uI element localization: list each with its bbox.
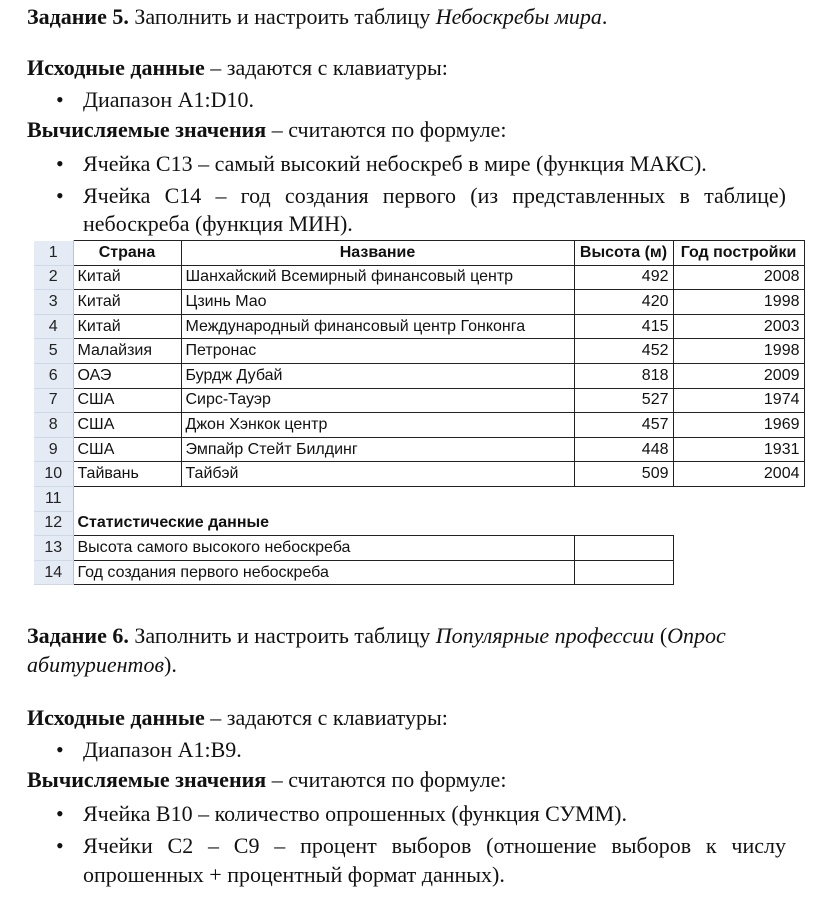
- stat-value-min-year: [574, 560, 673, 585]
- task5-calc-item-1-text: Ячейка С13 – самый высокий небоскреб в мире (функция МАКС).: [83, 151, 707, 176]
- row-number: 3: [34, 290, 73, 315]
- task5-input-text: – задаются с клавиатуры:: [204, 55, 448, 80]
- cell-height: 509: [574, 462, 673, 487]
- bullet-icon: •: [56, 183, 64, 208]
- task5-calc-text: – считаются по формуле:: [266, 117, 507, 142]
- cell-name: Эмпайр Стейт Билдинг: [181, 437, 574, 462]
- cell-height: 527: [574, 388, 673, 413]
- cell-year: 2009: [673, 363, 804, 388]
- table-row: [34, 339, 804, 364]
- task6-input-line: [27, 705, 448, 731]
- cell-name: Тайбэй: [181, 462, 574, 487]
- task5-input-label: Исходные данные: [27, 55, 205, 80]
- cell-name: Джон Хэнкок центр: [181, 413, 574, 438]
- cell-country: ОАЭ: [73, 363, 181, 388]
- table-row: [34, 314, 804, 339]
- task6-calc-item-2-text: Ячейки С2 – С9 – процент выборов (отношение выборов к числу: [83, 833, 786, 858]
- row-number: 12: [34, 511, 73, 536]
- header-country: Страна: [73, 241, 181, 266]
- header-name: Название: [181, 241, 574, 266]
- table-row: [34, 437, 804, 462]
- cell-country: Малайзия: [73, 339, 181, 364]
- stats-title-row: [34, 511, 804, 536]
- table-row: [34, 363, 804, 388]
- cell-height: 420: [574, 290, 673, 315]
- sheet-header-row: [34, 241, 804, 266]
- task5-input-item-text: Диапазон А1:D10.: [83, 87, 255, 112]
- stat-label-min-year: Год создания первого небоскреба: [73, 560, 574, 585]
- cell-year: 1974: [673, 388, 804, 413]
- task5-calc-label: Вычисляемые значения: [27, 117, 267, 142]
- cell-year: 1931: [673, 437, 804, 462]
- table-row: [34, 290, 804, 315]
- row-number: 10: [34, 462, 73, 487]
- cell-height: 415: [574, 314, 673, 339]
- cell-name: Международный финансовый центр Гонконга: [181, 314, 574, 339]
- task5-calc-line: [27, 117, 506, 143]
- cell-country: Китай: [73, 290, 181, 315]
- task6-heading: [27, 623, 726, 649]
- task6-calc-item-2-cont: опрошенных + процентный формат данных).: [83, 862, 505, 887]
- cell-country: Китай: [73, 314, 181, 339]
- row-number: 14: [34, 560, 73, 585]
- task5-end: .: [601, 4, 608, 29]
- task6-input-text: – задаются с клавиатуры:: [204, 705, 448, 730]
- task5-heading: [27, 4, 607, 30]
- header-height: Высота (м): [574, 241, 673, 266]
- task6-text: Заполнить и настроить таблицу: [128, 623, 436, 648]
- task6-input-item-text: Диапазон А1:В9.: [83, 737, 242, 762]
- bullet-icon: •: [56, 801, 64, 826]
- empty-cell: [673, 536, 804, 561]
- task6-subtitle-1: Опрос: [667, 623, 726, 648]
- table-row: [34, 265, 804, 290]
- row-number: 1: [34, 241, 73, 266]
- cell-country: США: [73, 437, 181, 462]
- task6-heading-cont: [27, 652, 177, 678]
- cell-name: Шанхайский Всемирный финансовый центр: [181, 265, 574, 290]
- row-number: 11: [34, 486, 73, 511]
- bullet-icon: •: [56, 151, 64, 176]
- row-number: 13: [34, 536, 73, 561]
- empty-cells: [574, 511, 804, 536]
- task6-calc-line: [27, 767, 506, 793]
- task6-calc-label: Вычисляемые значения: [27, 767, 267, 792]
- cell-height: 448: [574, 437, 673, 462]
- task5-calc-item-2-cont: небоскреба (функция МИН).: [83, 211, 353, 236]
- cell-country: США: [73, 413, 181, 438]
- row-number: 6: [34, 363, 73, 388]
- bullet-icon: •: [56, 833, 64, 858]
- cell-height: 452: [574, 339, 673, 364]
- cell-height: 457: [574, 413, 673, 438]
- cell-year: 1969: [673, 413, 804, 438]
- task6-title: Популярные профессии: [435, 623, 655, 648]
- bullet-icon: •: [56, 87, 64, 112]
- cell-country: США: [73, 388, 181, 413]
- stats-title: Статистические данные: [77, 514, 270, 532]
- stat-value-max-height: [574, 536, 673, 561]
- cell-name: Петронас: [181, 339, 574, 364]
- skyscrapers-sheet: [34, 240, 805, 585]
- task5-calc-item-2-text: Ячейка С14 – год создания первого (из представленных в таблице): [83, 183, 786, 208]
- task6-calc-item-1-text: Ячейка В10 – количество опрошенных (функция СУММ).: [83, 801, 627, 826]
- row-number: 4: [34, 314, 73, 339]
- stat-label-max-height: Высота самого высокого небоскреба: [73, 536, 574, 561]
- cell-year: 1998: [673, 290, 804, 315]
- header-year: Год постройки: [673, 241, 804, 266]
- task6-paren: (: [654, 623, 668, 648]
- stats-row: [34, 560, 804, 585]
- cell-height: 818: [574, 363, 673, 388]
- row-number: 7: [34, 388, 73, 413]
- row-number: 8: [34, 413, 73, 438]
- stats-row: [34, 536, 804, 561]
- task5-label: Задание 5.: [27, 4, 129, 29]
- table-row: [34, 388, 804, 413]
- cell-country: Китай: [73, 265, 181, 290]
- cell-name: Цзинь Мао: [181, 290, 574, 315]
- cell-year: 2008: [673, 265, 804, 290]
- task6-end: ).: [164, 652, 177, 677]
- cell-name: Сирс-Тауэр: [181, 388, 574, 413]
- task5-input-line: [27, 55, 448, 81]
- row-number: 2: [34, 265, 73, 290]
- cell-year: 2003: [673, 314, 804, 339]
- task5-text: Заполнить и настроить таблицу: [128, 4, 436, 29]
- cell-name: Бурдж Дубай: [181, 363, 574, 388]
- task6-label: Задание 6.: [27, 623, 129, 648]
- cell-year: 1998: [673, 339, 804, 364]
- cell-year: 2004: [673, 462, 804, 487]
- table-row: [34, 462, 804, 487]
- task6-input-label: Исходные данные: [27, 705, 205, 730]
- empty-cells: [73, 486, 804, 511]
- cell-country: Тайвань: [73, 462, 181, 487]
- cell-height: 492: [574, 265, 673, 290]
- task6-subtitle-2: абитуриентов: [27, 652, 164, 677]
- row-number: 9: [34, 437, 73, 462]
- empty-cell: [673, 560, 804, 585]
- task6-calc-text: – считаются по формуле:: [266, 767, 507, 792]
- table-row: [34, 413, 804, 438]
- task5-title: Небоскребы мира: [435, 4, 602, 29]
- bullet-icon: •: [56, 737, 64, 762]
- row-number: 5: [34, 339, 73, 364]
- empty-row: [34, 486, 804, 511]
